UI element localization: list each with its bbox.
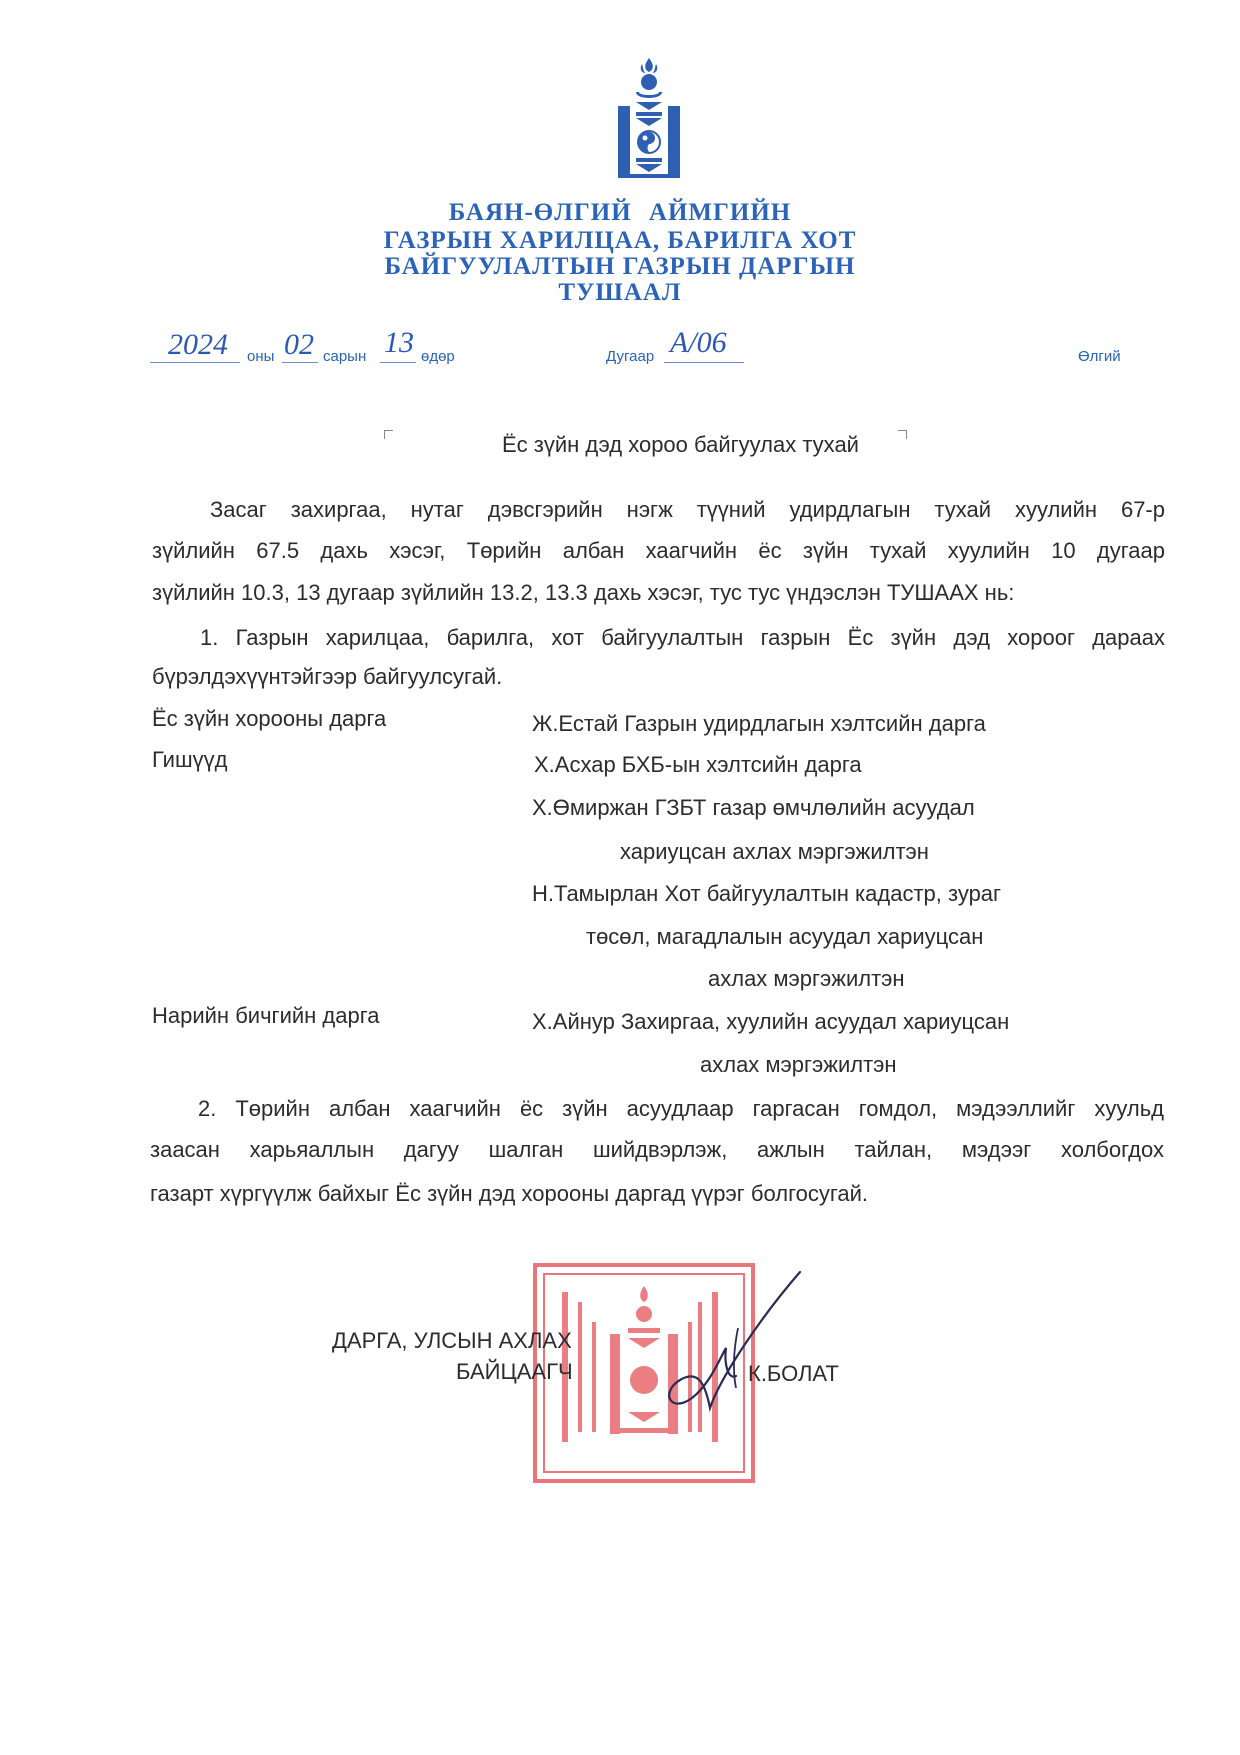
signatory-name: К.БОЛАТ [748,1361,839,1386]
month-label: сарын [323,348,367,365]
secretary-role: Нарийн бичгийн дарга [152,1003,380,1028]
document-title: Ёс зүйн дэд хороо байгуулах тухай [502,432,859,457]
soyombo-emblem-icon [612,56,686,182]
item2-line-3: газарт хүргүүлж байхыг Ёс зүйн дэд хорооны даргад үүрэг болгосугай. [150,1181,869,1206]
header-line-3: БАЙГУУЛАЛТЫН ГАЗРЫН ДАРГЫН [384,253,856,280]
chair-name: Ж.Естай Газрын удирдлагын хэлтсийн дарга [532,711,986,736]
secretary-line-1: Х.Айнур Захиргаа, хуулийн асуудал хариуцсан [532,1009,1010,1034]
secretary-line-2: ахлах мэргэжилтэн [700,1052,897,1077]
item2-line-1: 2. Төрийн албан хаагчийн ёс зүйн асуудлаар гаргасан гомдол, мэдээллийг хуульд [198,1096,1164,1121]
handwritten-day: 13 [384,326,414,359]
number-label: Дугаар [606,348,655,365]
member-2-line-1: Х.Өмиржан ГЗБТ газар өмчлөлийн асуудал [532,795,975,820]
member-3-line-2: төсөл, магадлалын асуудал хариуцсан [586,924,984,949]
preamble-line-2: зүйлийн 67.5 дахь хэсэг, Төрийн албан хаагчийн ёс зүйн тухай хуулийн 10 дугаар [152,538,1165,563]
chair-role: Ёс зүйн хорооны дарга [152,706,387,731]
signatory-title-line-2: БАЙЦААГЧ [456,1359,573,1384]
year-label: оны [247,348,275,365]
handwritten-number: А/06 [670,326,727,359]
signatory-title-line-1: ДАРГА, УЛСЫН АХЛАХ [332,1328,572,1353]
header-line-2: ГАЗРЫН ХАРИЛЦАА, БАРИЛГА ХОТ [383,227,857,254]
member-1: Х.Асхар БХБ-ын хэлтсийн дарга [534,752,862,777]
handwritten-month: 02 [284,328,314,361]
preamble-line-3: зүйлийн 10.3, 13 дугаар зүйлийн 13.2, 13.3 дахь хэсэг, тус тус үндэслэн ТУШААХ нь: [152,580,1015,605]
title-corner-left [384,430,393,439]
item2-line-2: заасан харьяаллын дагуу шалган шийдвэрлэж, ажлын тайлан, мэдээг холбогдох [150,1137,1164,1162]
member-3-line-3: ахлах мэргэжилтэн [708,966,905,991]
number-underline [664,362,744,363]
item1-line-1: 1. Газрын харилцаа, барилга, хот байгуулалтын газрын Ёс зүйн дэд хороог дараах [200,625,1165,650]
item1-line-2: бүрэлдэхүүнтэйгээр байгуулсугай. [152,664,503,689]
members-role: Гишүүд [152,747,228,772]
member-2-line-2: хариуцсан ахлах мэргэжилтэн [620,839,929,864]
place-label: Өлгий [1078,348,1121,365]
year-underline [150,362,240,363]
preamble-line-1: Засаг захиргаа, нутаг дэвсгэрийн нэгж түүний удирдлагын тухай хуулийн 67-р [210,497,1165,522]
handwritten-year: 2024 [168,328,228,361]
header-line-4: ТУШААЛ [558,279,682,306]
header-line-1: БАЯН-ӨЛГИЙ АЙМГИЙН [448,199,792,226]
member-3-line-1: Н.Тамырлан Хот байгуулалтын кадастр, зураг [532,881,1002,906]
day-underline [380,362,416,363]
title-corner-right [898,430,907,439]
day-label: өдөр [421,348,455,365]
month-underline [282,362,318,363]
handwritten-signature-icon [640,1268,810,1418]
